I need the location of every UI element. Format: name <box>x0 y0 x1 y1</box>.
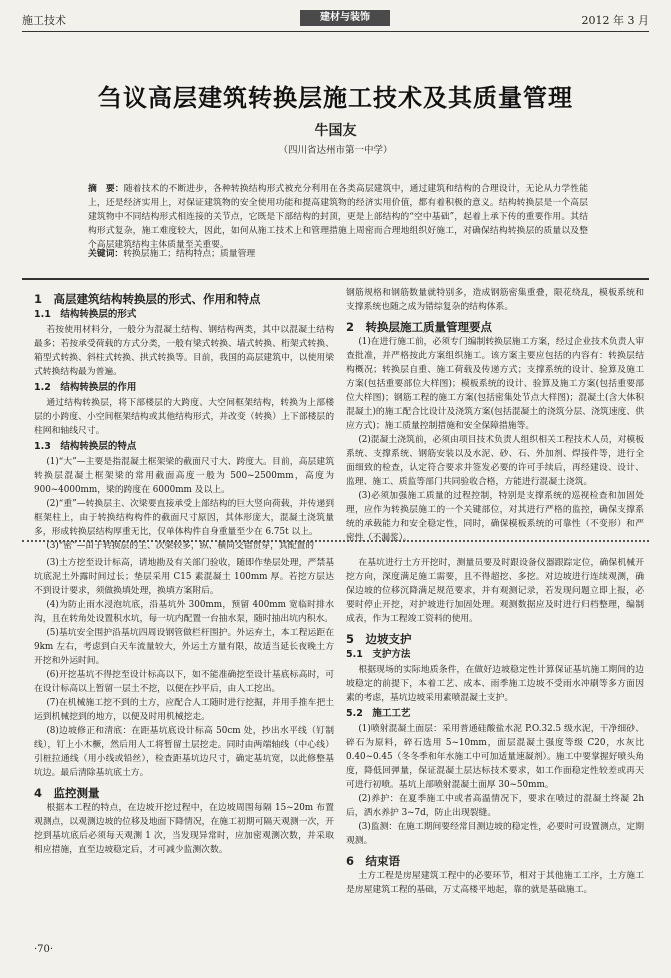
upper-left-column <box>34 286 334 553</box>
paragraph: (1)在进行施工前，必须专门编制转换层施工方案，经过企业技术负责人审查批准，并严格按此方案组织施工。该方案主要应包括的内容有：转换层结构概况；转换层自重、施工荷载及传递方式；支撑系统的设计、验算及施工方案(包括重要部位大样图)；模板系统的设计、验算及施工方案(包括重要部位大样图)；钢筋工程的施工方案(包括密集处节点大样图)；混凝土(含大体积混凝土)的施工配合比设计及浇筑方案(包括混凝土的浇筑分层、浇筑速度、供应方式)；施工质量控制措施和安全保障措施等。 <box>346 337 644 431</box>
paragraph: 在基坑进行土方开挖时，测量员要及时跟设备仪器跟踪定位，确保机械开挖方向，深度满足施工需要，且不得超挖、多挖。对边坡进行连续观测，确保边坡的位移沉降满足规范要求，并有观测记录，若发现问题立即上报，必要时停止开挖，对护坡进行加固处理。观测数据应及时进行归档整理，编制成表，作为工程竣工资料的使用。 <box>346 558 644 624</box>
paragraph: (2)“重”—转换层主、次梁要直接承受上部结构的巨大竖向荷载，并传递到框架柱上，由于转换结构构件的截面尺寸原因，其体形庞大，混凝土浇筑量多，形成转换层结构厚重无比，仅单体构件自身重量至少在 6.75t 以上。 <box>34 499 334 537</box>
keywords-text: 转换层施工；结构特点；质量管理 <box>123 249 256 259</box>
paragraph: (4)为防止雨水浸泡坑底，沿基坑外 300mm，预留 400mm 宽临时排水沟，且在转角处设置积水坑，每一坑内配置一台抽水泵，随时抽出坑内积水。 <box>34 600 334 624</box>
header-rule <box>22 31 649 32</box>
paragraph: (5)基坑安全围护沿基坑四周设钢管做栏杆围护。外运弃土，本工程运距在 9km 左右，考虑到白天车流量较大，外运土方量有限，故适当延长夜晚土方开挖和外运时间。 <box>34 628 334 666</box>
section-heading: 4 监控测量 <box>34 786 100 800</box>
lower-left-column <box>34 556 334 857</box>
upper-right-column <box>346 286 644 545</box>
page-number: ·70· <box>34 944 54 955</box>
paragraph: (8)边坡修正和清底：在距基坑底设计标高 50cm 处，抄出水平线（钉制线），钉上小木橛，然后用人工将暂留土层挖走。同时由两端轴线（中心线）引桩拉通线（用小线或铅丝），检查距基坑边尺寸，确定基坑宽，以此修整基坑边。最后清除基坑底土方。 <box>34 726 334 778</box>
article-separator <box>22 540 649 542</box>
paragraph: (2)混凝土浇筑前，必须由项目技术负责人组织相关工程技术人员，对模板系统、支撑系统、钢筋安装以及水泥、砂、石、外加剂、焊接件等，进行全面细致的检查，认定符合要求并签发必要的许可手续后，再经建设、设计、监理、施工、质监等部门共同验收合格，方能进行混凝土浇筑。 <box>346 435 644 487</box>
subsection-heading: 1.1 结构转换层的形式 <box>34 309 137 320</box>
abstract-text: 随着技术的不断进步，各种转换结构形式被充分利用在各类高层建筑中，通过建筑和结构的合理设计，无论从力学性能上，还是经济实用上，对保证建筑物的安全使用功能和提高建筑物的经济实用价值，都有着积极的意义。结构转换层是一个高层建筑物中不同结构形式相连接的关节点，它既是下部结构的封顶，更是上部结构的“空中基础”，起着上承下传的重要作用。其结构形式复杂，施工难度较大，因此，如何从施工技术上和管理措施上周密而合理地组织好施工，对确保结构转换层的质量以及整个高层建筑结构主体质量至关重要。 <box>88 184 588 250</box>
paragraph: (1)“大”—主要是指混凝土框架梁的截面尺寸大、跨度大。目前，高层建筑转换层混凝土框架梁的常用截面高度一般为 500~2500mm，高度为 900~4000mm，梁的跨度在 6000mm 及以上。 <box>34 457 334 495</box>
paragraph: 根据现场的实际地质条件，在做好边坡稳定性计算保证基坑施工期间的边坡稳定的前提下，本着工艺、成本、雨季施工边坡不受雨水冲刷等多方面因素的考虑，基坑边坡采用素喷混凝土支护。 <box>346 665 644 703</box>
keywords-label: 关键词： <box>88 249 124 259</box>
abstract-label: 摘 要： <box>88 184 124 194</box>
abstract-rule <box>22 278 649 280</box>
affiliation: （四川省达州市第一中学） <box>278 145 393 156</box>
article-title: 刍议高层建筑转换层施工技术及其质量管理 <box>98 84 573 112</box>
paragraph: 若按使用材料分，一般分为混凝土结构、钢结构两类，其中以混凝土结构最多；若按承受荷载的方式分类，一般有梁式转换、墙式转换、桁架式转换、箱型式转换、斜柱式转换、拱式转换等。目前，我国的高层建筑中，以使用梁式转换结构最为普遍。 <box>34 325 334 377</box>
section-heading: 2 转换层施工质量管理要点 <box>346 320 493 334</box>
paragraph: (3)土方挖至设计标高，请地勘及有关部门验收，随即作垫层处理，严禁基坑底泥土外露时间过长；垫层采用 C15 素混凝土 100mm 厚。若挖方层达不到设计要求，须做换填处理，换填方案附后。 <box>34 558 334 596</box>
header-section: 施工技术 <box>22 14 66 27</box>
subsection-heading: 1.2 结构转换层的作用 <box>34 382 137 393</box>
paragraph: (7)在机械施工挖不到的土方，应配合人工随时进行挖掘，并用手推车把土运到机械挖到的地方，以便及时用机械挖走。 <box>34 698 334 722</box>
section-heading: 5 边坡支护 <box>346 632 412 646</box>
subsection-heading: 5.1 支护方法 <box>346 649 411 660</box>
lower-right-column <box>346 556 644 897</box>
paragraph: (3)必须加强施工质量的过程控制，特别是支撑系统的巡视检查和加固处理，应作为转换层施工的一个关键部位，对其进行严格的监控，确保支撑系统的承载能力和安全稳定性，同时，确保模板系统的可靠性（不变形）和严密性（不漏浆）。 <box>346 491 644 543</box>
header-date: 2012 年 3 月 <box>581 14 649 27</box>
paragraph: (3)“密”—由于转换层的主、次梁较多，纵、横向交错贯穿，其配置的 <box>46 541 315 551</box>
keywords <box>88 246 588 259</box>
author: 牛国友 <box>314 123 357 139</box>
paragraph: 钢筋规格和钢筋数量就特别多，造成钢筋密集重叠，限花绕乱，模板系统和支撑系统也随之成为错综复杂的结构体系。 <box>346 288 644 312</box>
subsection-heading: 1.3 结构转换层的特点 <box>34 441 137 452</box>
paragraph: (6)开挖基坑不得挖至设计标高以下，如不能准确挖至设计基底标高时，可在设计标高以上暂留一层土不挖，以便在抄平后，由人工挖出。 <box>34 670 334 694</box>
header-journal-logo: 建材与装饰 <box>300 10 390 26</box>
paragraph: 根据本工程的特点，在边坡开挖过程中，在边坡周围每隔 15~20m 布置观测点，以观测边坡的位移及地面下降情况，在施工初期可隔天观测一次，开挖到基坑底后必须每天观测 1 次，当发现异常时，应加密观测次数，并采取相应措施，直至边坡稳定后，才可减少监测次数。 <box>34 803 334 855</box>
abstract <box>88 182 588 252</box>
paragraph: (3)监测：在施工期间要经常目测边坡的稳定性，必要时可设置测点，定期观测。 <box>346 822 644 846</box>
paragraph: 土方工程是房屋建筑工程中的必要环节，相对于其他施工工序，土方施工是房屋建筑工程的基础，万丈高楼平地起，靠的就是基础施工。 <box>346 871 644 895</box>
subsection-heading: 5.2 施工工艺 <box>346 708 411 719</box>
paragraph: 通过结构转换层，将下部楼层的大跨度、大空间框架结构，转换为上部楼层的小跨度、小空间框架结构或其他结构形式，并改变（转换）上下部楼层的柱网和轴线尺寸。 <box>34 398 334 436</box>
paragraph: (1)喷射混凝土面层：采用普通硅酸盐水泥 P.O.32.5 级水泥，干净细砂、碎石为原料，碎石选用 5~10mm，面层混凝土强度等级 C20，水灰比 0.40~0.45（冬冬季和年水施工中可加适量速凝剂）。施工中要掌握好喷头角度，降低回弹量，保证混凝土层达标技术要求，如工作面稳定性较差或再天可进行初喷。基坑上部喷射混凝土面厚 30~50mm。 <box>346 724 644 790</box>
running-header <box>22 8 649 30</box>
section-heading: 1 高层建筑结构转换层的形式、作用和特点 <box>34 292 261 306</box>
section-heading: 6 结束语 <box>346 854 401 868</box>
paragraph: (2)养护：在夏季施工中或者高温情况下，要求在喷过的混凝土终凝 2h 后，洒水养护 3~7d，防止出现裂缝。 <box>346 794 644 818</box>
